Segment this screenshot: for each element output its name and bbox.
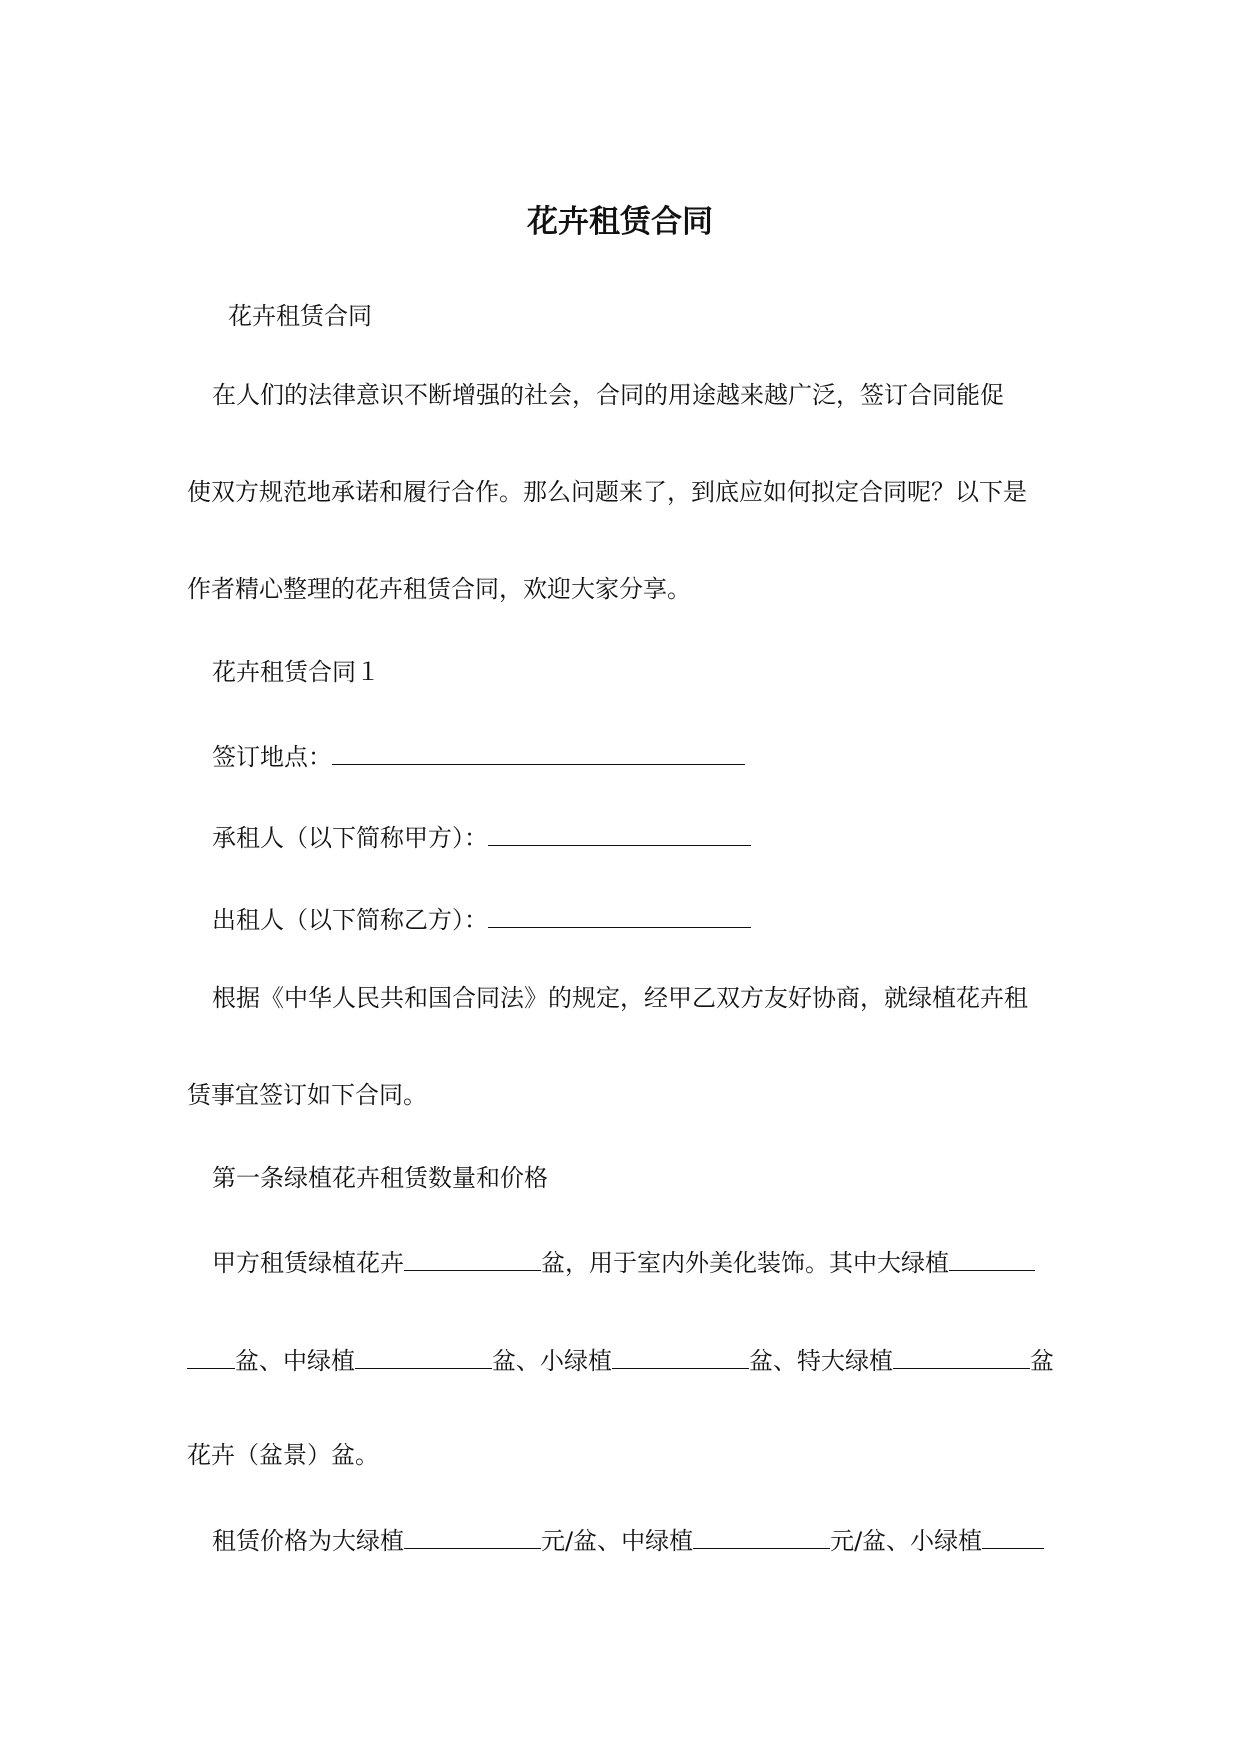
lessee-row (212, 815, 1082, 858)
medium-qty-blank (355, 1338, 492, 1369)
small-qty-blank (612, 1338, 749, 1369)
lessor-label: 出租人（以下简称乙方）： (212, 906, 488, 934)
document-title: 花卉租赁合同 (527, 204, 713, 240)
lessor-row (212, 897, 1082, 940)
price-text-b: 元/盆、中绿植 (541, 1527, 694, 1555)
large-price-blank (404, 1518, 541, 1549)
basis-line-2: 赁事宜签订如下合同。 (187, 1081, 427, 1109)
intro-line-2: 使双方规范地承诺和履行合作。那么问题来了，到底应如何拟定合同呢？以下是 (187, 478, 1027, 506)
qty-line-1 (212, 1240, 1082, 1283)
small-price-blank (982, 1518, 1044, 1549)
lessor-blank (488, 897, 751, 928)
contract-heading: 花卉租赁合同１ (212, 658, 380, 686)
basis-line-1: 根据《中华人民共和国合同法》的规定，经甲乙双方友好协商，就绿植花卉租 (212, 984, 1028, 1012)
intro-line-3: 作者精心整理的花卉租赁合同，欢迎大家分享。 (187, 575, 691, 603)
qty-text-e: 盆、特大绿植 (749, 1347, 893, 1375)
article1-heading: 第一条绿植花卉租赁数量和价格 (212, 1164, 548, 1192)
xlarge-qty-blank (893, 1338, 1030, 1369)
large-qty-blank-start (949, 1240, 1035, 1271)
total-qty-blank (404, 1240, 541, 1271)
qty-text-b: 盆，用于室内外美化装饰。其中大绿植 (541, 1249, 949, 1277)
qty-text-a: 甲方租赁绿植花卉 (212, 1249, 404, 1277)
qty-text-f: 盆 (1030, 1347, 1054, 1375)
qty-text-c: 盆、中绿植 (235, 1347, 355, 1375)
sign-place-blank (332, 734, 745, 765)
qty-line-3: 花卉（盆景）盆。 (187, 1441, 379, 1469)
price-text-a: 租赁价格为大绿植 (212, 1527, 404, 1555)
qty-line-2 (187, 1338, 1057, 1381)
price-text-c: 元/盆、小绿植 (830, 1527, 983, 1555)
sign-place-row (212, 734, 1082, 777)
subtitle: 花卉租赁合同 (228, 302, 372, 330)
lessee-label: 承租人（以下简称甲方）： (212, 824, 488, 852)
medium-price-blank (693, 1518, 830, 1549)
intro-line-1: 在人们的法律意识不断增强的社会，合同的用途越来越广泛，签订合同能促 (212, 381, 1004, 409)
lessee-blank (488, 815, 751, 846)
large-qty-blank-end (187, 1338, 235, 1369)
price-line-1 (212, 1518, 1082, 1561)
sign-place-label: 签订地点： (212, 743, 332, 771)
qty-text-d: 盆、小绿植 (492, 1347, 612, 1375)
